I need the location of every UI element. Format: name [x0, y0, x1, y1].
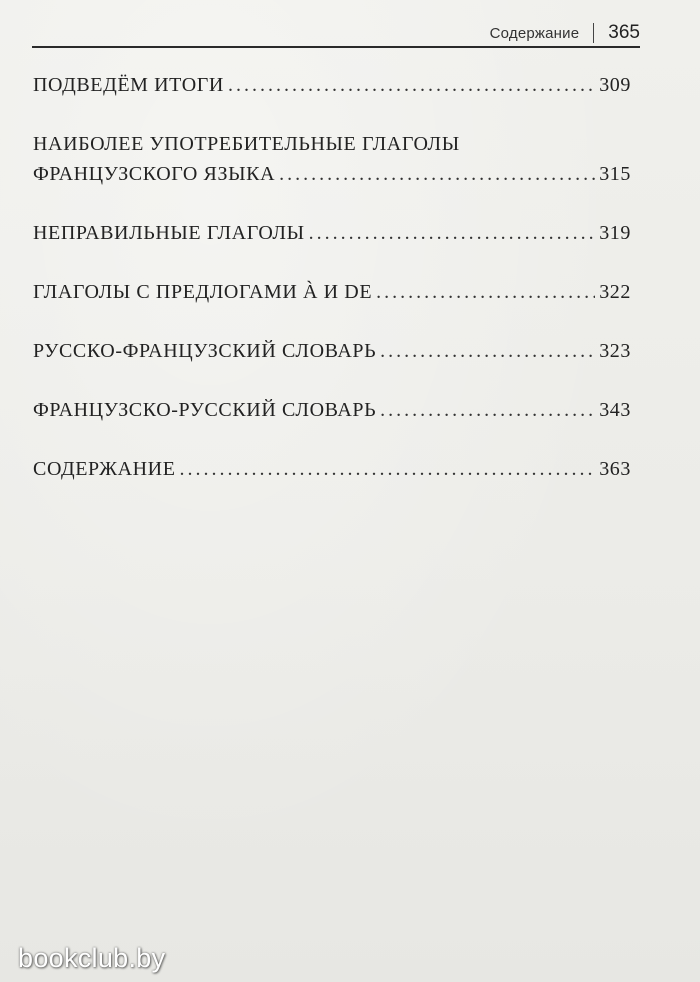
toc-entry — [33, 395, 631, 425]
dot-leader — [180, 454, 596, 484]
dot-leader — [279, 159, 595, 189]
running-head — [490, 22, 640, 44]
dot-leader — [380, 395, 595, 425]
toc-entry-title: ГЛАГОЛЫ С ПРЕДЛОГАМИ À И DE — [33, 281, 373, 303]
toc-entry-title: НЕПРАВИЛЬНЫЕ ГЛАГОЛЫ — [33, 222, 305, 244]
watermark: bookclub.by — [18, 943, 166, 973]
toc-entry — [33, 454, 631, 484]
dot-leader — [228, 70, 595, 100]
dot-leader — [309, 218, 596, 248]
running-head-title: Содержание — [489, 24, 580, 42]
running-head-page-number: 365 — [608, 22, 640, 43]
toc-entry — [33, 129, 631, 189]
toc-entry-page: 343 — [599, 399, 631, 421]
toc-entry — [33, 336, 631, 366]
header-rule — [32, 46, 640, 48]
toc-entry-title: СОДЕРЖАНИЕ — [33, 458, 176, 480]
toc-entry — [33, 277, 631, 307]
toc-entry-title: НАИБОЛЕЕ УПОТРЕБИТЕЛЬНЫЕ ГЛАГОЛЫ — [33, 133, 460, 155]
toc-entry-title: РУССКО-ФРАНЦУЗСКИЙ СЛОВАРЬ — [33, 340, 377, 362]
toc-entry-title-continued: ФРАНЦУЗСКОГО ЯЗЫКА — [33, 163, 276, 185]
dot-leader — [376, 277, 595, 307]
toc-entry-page: 323 — [599, 340, 631, 362]
toc-entry-title: ПОДВЕДЁМ ИТОГИ — [33, 74, 224, 96]
toc-entry — [33, 70, 631, 100]
table-of-contents — [33, 70, 631, 513]
toc-entry-page: 322 — [599, 281, 631, 303]
running-head-separator — [593, 23, 594, 43]
toc-entry-page: 319 — [599, 222, 631, 244]
toc-entry-page: 315 — [599, 163, 631, 185]
dot-leader — [380, 336, 595, 366]
toc-entry — [33, 218, 631, 248]
toc-entry-page: 363 — [599, 458, 631, 480]
toc-entry-title: ФРАНЦУЗСКО-РУССКИЙ СЛОВАРЬ — [33, 399, 377, 421]
toc-entry-page: 309 — [599, 74, 631, 96]
